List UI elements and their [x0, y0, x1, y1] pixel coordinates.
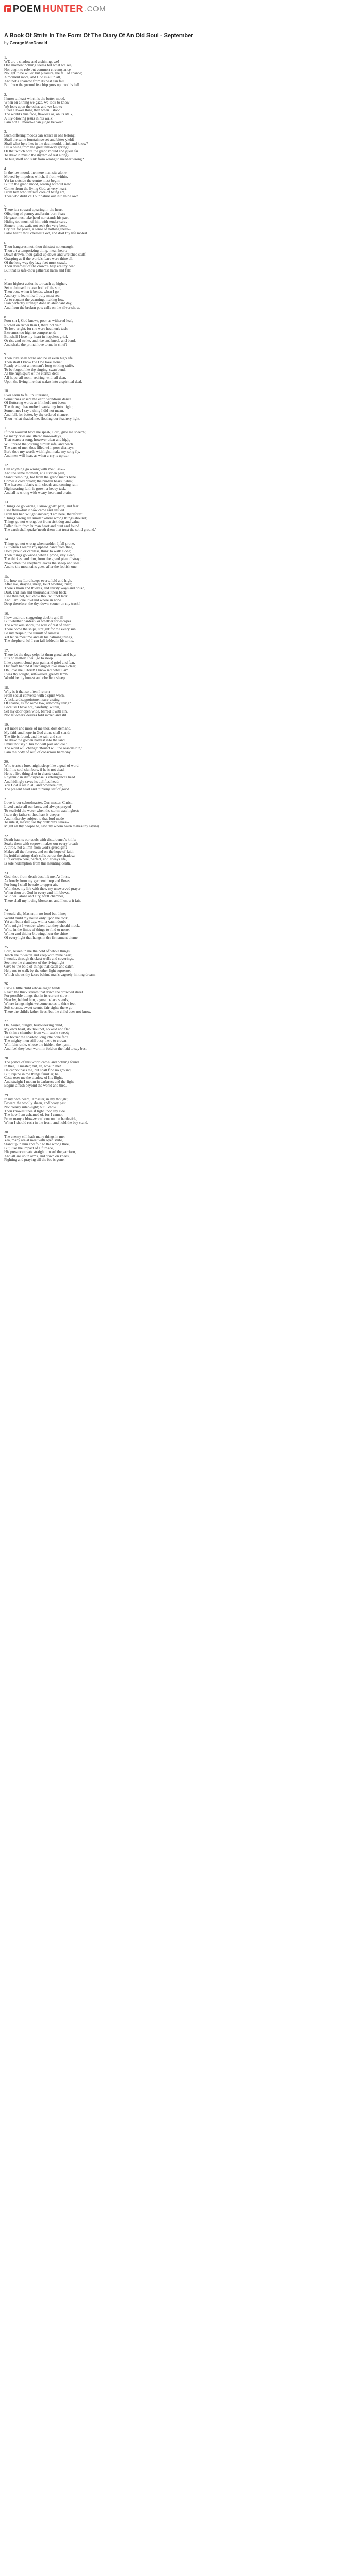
stanza: [4, 1019, 252, 1050]
site-header: [0, 0, 361, 18]
author-link[interactable]: George MacDonald: [9, 41, 47, 45]
poem-line: Be my despair, the tumult of aimless: [4, 631, 59, 636]
stanza-number: 16.: [4, 611, 9, 616]
stanza-number: 19.: [4, 722, 9, 727]
stanza: [4, 797, 252, 828]
stanza: [4, 908, 252, 940]
poem-line: Who might I wonder when that they should mock,: [4, 923, 80, 928]
poem-line: Nor let others' desires fold sacred and still.: [4, 713, 69, 718]
poem-line: The shepherd, lo! I can fall folded in his arms.: [4, 638, 74, 643]
poem-line: Soft sounds, sweet scents, fair sights there go: [4, 1005, 73, 1010]
stanza: [4, 204, 252, 235]
poem-line: Beware the woolly sheen, and hoary past: [4, 1100, 66, 1106]
byline: [4, 41, 252, 45]
poem-line: And all are up in arms, and down on knees,: [4, 1153, 70, 1158]
poem-line: If thou wouldst have me speak, Lord, give me speech;: [4, 429, 86, 434]
poem-line: I am not all mood--I can judge between.: [4, 120, 65, 125]
poem-line: Dust, and lean and thousand at their back;: [4, 589, 68, 595]
poem-line: Will thread the jostling tumult safe, and reach: [4, 441, 73, 446]
poem-line: To draw the golden harvest into the land: [4, 738, 65, 743]
poem-line: There let the dogs yelp; let them growl and bay;: [4, 652, 77, 657]
poem-line: To draw in music the rhythm of rest along?: [4, 152, 69, 158]
poem-line: Now when the shepherd leaves the sheep and sees: [4, 560, 80, 565]
poem-line: And fail, for better, by thy ordered chance,: [4, 412, 69, 417]
poem-line: 'Things do go wrong, I know goal!' pain, and fear.: [4, 503, 79, 509]
poem-line: But in the grand mood, soaring without new: [4, 182, 71, 187]
poem-line: Yet am but a dull day, with a vaunt doubt: [4, 919, 66, 924]
poem-line: Such differing moods can scarce in one belong;: [4, 133, 76, 138]
poem-line: I was thy sought, self-willed, greedy lamb,: [4, 671, 69, 676]
poem-line: Who trusts a lure, might sleep like a goal of word,: [4, 763, 80, 768]
poem-line: It is no matter! I will go to sleep.: [4, 656, 54, 661]
stanza-number: 4.: [4, 166, 7, 171]
poem-line: Deep therefore, the thy, down sooner on my track!: [4, 601, 80, 606]
stanza-number: 7.: [4, 277, 7, 282]
stanza: [4, 426, 252, 457]
poem-line: Thou art a temporizing thing, mean heart;: [4, 248, 67, 253]
poem-line: Nor aught to rule but common circumstance--: [4, 66, 73, 72]
poem-line: And it thereby subject to that lord made--: [4, 816, 67, 821]
poem-line: Sinners must wait, not seek the very best,: [4, 223, 67, 228]
poem-line: There come the ships, straight for me every sun: [4, 626, 76, 632]
poem-line: Wither and thither blowing, hear the shine: [4, 931, 68, 936]
poem-line: Yea, many are at meet with open strife,: [4, 1138, 63, 1143]
stanza-number: 20.: [4, 759, 9, 764]
poem-line: In my own heart, O master, in my thought,: [4, 1096, 69, 1101]
poem-line: Nought to be willed but pleasure, the fall of chance;: [4, 71, 83, 76]
stanza: [4, 686, 252, 717]
poem-line: Offspring of penury and brain-born fear;: [4, 211, 65, 216]
poem-line: From many a blow-worn bone on the battle-tide,: [4, 1116, 77, 1121]
poem-line: In thee, O master; but, ah, woe in me!: [4, 1063, 61, 1069]
poem-line: And I am lone lowland where in none.: [4, 597, 62, 602]
stanza-number: 26.: [4, 981, 9, 987]
stanza: [4, 1093, 252, 1125]
poem-line: And all is wrong with weary heart and brain.: [4, 490, 72, 495]
stanza-number: 6.: [4, 240, 7, 245]
stanza: [4, 352, 252, 384]
poem-line: Who, in the limbs of things to find or none,: [4, 927, 70, 932]
poem-line: Oh, love me, Christ! I know not what I am: [4, 667, 69, 672]
poem-line: Because I have not, carefully, within,: [4, 704, 60, 709]
poem-line: The enemy still hath many things in me;: [4, 1133, 65, 1139]
poem-line: Then bow, when it bends, when I go: [4, 289, 59, 294]
poem-line: Of shame, as for some low, unworthy thing?: [4, 701, 71, 706]
poem-line: There's thorn and thieves, and thirsty ways and brush,: [4, 585, 85, 590]
poem-line: Thee who didst call our nature out into thine own.: [4, 193, 79, 198]
poem-line: Hiding too much of him with tender care,: [4, 219, 67, 224]
poem-line: Why is it that so often I return: [4, 689, 50, 694]
poem-line: To be forgot, like the singing-swan bend,: [4, 367, 66, 372]
stanza: [4, 315, 252, 347]
stanza: [4, 574, 252, 606]
poem-line: I feel a lower thing than when I stood: [4, 108, 61, 113]
stanza-number: 8.: [4, 314, 7, 319]
poem-line: My faith and hope in God alone shall stand;: [4, 730, 71, 735]
poem-line: Or that which bore the grand mould and guest far: [4, 148, 79, 154]
poem-line: There shall my loving blossoms, and I know it fair.: [4, 897, 81, 903]
poem-line: Barb thou my words with light, make my song fly,: [4, 449, 80, 454]
poem-line: Extremes too high to comprehend;: [4, 330, 56, 335]
poem-line: Yet let he meet me and all his calming things,: [4, 634, 73, 639]
poem-line: And shake the primal love to me in chief?: [4, 342, 68, 347]
poem-line: Sometimes unsent the earth wondrous dance: [4, 396, 71, 401]
poem-line: Fill a being from the great hill-way spring?: [4, 145, 69, 150]
stanza: [4, 241, 252, 273]
poem-line: Thou hungerest not, thou thirstest not enough,: [4, 244, 74, 249]
poem-line: As the high spurs of the eternal deal;: [4, 371, 60, 376]
poem-line: Help me to walk by the other light supreme,: [4, 968, 71, 973]
poem-line: Its fruitful strings dark calls across the shadow;: [4, 853, 76, 858]
poem-line: The world's true face, flawless as, on its stalk,: [4, 111, 74, 116]
stanza: [4, 56, 252, 87]
poem-line: Yet more and more of me thou dost demand,: [4, 726, 71, 731]
poem-line: From her her twilight answer; 'I am here, therefore!': [4, 512, 83, 517]
stanza: [4, 537, 252, 569]
stanza-number: 24.: [4, 907, 9, 912]
poem-line: Will fain rattle, whose the hidden, the hymn,: [4, 1042, 72, 1047]
stanza-number: 1.: [4, 55, 7, 60]
poem-line: But that is safe-thou gatherest harm and fall!: [4, 267, 72, 273]
poem-line: And from the broken pots calls on the silver show.: [4, 304, 80, 310]
logo-text-a: POEM: [13, 3, 42, 14]
poem-line: Life everywhere, perfect, and always life,: [4, 857, 67, 862]
poem-line: So many cries are uttered now-a-days,: [4, 433, 62, 438]
poem-line: And not a sparrow from its nest can fall: [4, 78, 64, 83]
poem-line: With thee, my life with thee, my unswerved prayer: [4, 886, 81, 891]
poem-line: I would die, Master, in no fond but thine;: [4, 911, 67, 917]
stanza-number: 27.: [4, 1019, 9, 1024]
poem-line: The wreckers shore, the wall of rest of chart;: [4, 622, 72, 628]
poem-line: Give to the bold of things that catch and catch,: [4, 964, 75, 969]
stanza: [4, 389, 252, 420]
poem-line: Would be thy honest and obedient sheep.: [4, 675, 66, 681]
poem-line: I would, through thickest wells and coverings,: [4, 956, 74, 961]
poem-line: I saw a little child whose eager hands: [4, 986, 61, 991]
poem-line: As to content the yearning, making low,: [4, 297, 64, 302]
poem-line: Of every light that hangs in the firmament theme.: [4, 935, 79, 940]
poem-line: Is sole redemption from this haunting death.: [4, 860, 71, 866]
poem-line: But whether hardest? or whether for escapes: [4, 619, 71, 624]
poem-line: Grasping as if the world's fears were thine all.: [4, 256, 74, 261]
poem-line: Sometimes I say a thing I did not mean,: [4, 408, 64, 413]
poem-line: Makes all the futures, and on the hope of faith;: [4, 849, 75, 854]
stanza: [4, 982, 252, 1013]
poem-line: I am the body of self, of conscious harmony.: [4, 750, 72, 755]
poem-line: Marn highest action is to reach up higher,: [4, 281, 67, 286]
poem-line: I know at least which is the better mood.: [4, 96, 65, 101]
poem-line: And straight I mourn in darkness and the fight: [4, 1079, 74, 1084]
poem-line: But shall I lose my heart in hopeless grief,: [4, 334, 68, 339]
poem-line: Fighting and praying till the foe is gone.: [4, 1157, 65, 1162]
poem-line: Down drawn, thou gatest up doves and wretched stuff,: [4, 252, 87, 257]
poem-line: We look upon the other, and we know;: [4, 104, 62, 109]
poem-line: High soaring faith is grown a heavy task,: [4, 486, 66, 491]
poem-line: Not clearly ruled-light; but I know: [4, 1105, 56, 1110]
stanza-number: 18.: [4, 685, 9, 690]
poem-line: The earth shall quake 'neath them that trust the solid ground.': [4, 527, 96, 532]
stanza: [4, 612, 252, 643]
poem-line: Comes a cold breath; the burden bears it dim;: [4, 478, 73, 483]
poem-line: Rhythmic in stiff dispense is intelligences head: [4, 775, 75, 780]
poem-line: Yet far outside the centre must begin;: [4, 178, 61, 183]
poem-line: To sit in a chamber from vain tussle sweet;: [4, 1030, 69, 1036]
poem-line: Begins afresh beyond the world and thee.: [4, 1083, 67, 1088]
poem-body: [4, 56, 252, 1162]
stanza-number: 25.: [4, 944, 9, 950]
poem-line: Teach me to watch and keep with mine heart,: [4, 952, 73, 957]
poem-line: And to the mountains goes, after the foolish one.: [4, 564, 78, 569]
poem-line: Poor sin-I, God knows, poor as withered leaf,: [4, 318, 73, 324]
poem-line: Rooted on richer than I, there not vain: [4, 322, 62, 327]
poem-line: The how I am ashamed of, for I cannot: [4, 1112, 63, 1117]
stanza-number: 9.: [4, 351, 7, 357]
stanza-number: 17.: [4, 648, 9, 653]
stanza-number: 11.: [4, 426, 9, 431]
poem-line: WE are a shadow and a shining, we!: [4, 59, 59, 64]
poem-line: Would build my house only upon the rock,: [4, 915, 69, 920]
poem-line: A lack, a disappointment sure a sting: [4, 697, 60, 702]
poem-line: See into the chambers of the living light: [4, 960, 64, 965]
poem-line: Might all thy people be, saw thy whom bairn makes thy saying.: [4, 823, 100, 828]
poem-line: On, Auger, hungry, busy-seeking child,: [4, 1022, 63, 1027]
poem-line: To seafield the water when the storm was highest:: [4, 808, 79, 813]
poem-line: Thou knowest thee if light upon thy side.: [4, 1108, 66, 1113]
stanza: [4, 760, 252, 791]
poem-line: All hope, all room, retiring, with all dear,: [4, 375, 67, 380]
poem-line: Things go not wrong, but from sick dog and value.: [4, 519, 81, 524]
stanza-number: 30.: [4, 1130, 9, 1135]
poem-line: From him who infinite core of being art,: [4, 190, 65, 195]
poem-line: Like a spent cloud pass pain and grief and fear,: [4, 659, 75, 665]
poem-line: He cannot pass me, but shall find no ground,: [4, 1067, 72, 1073]
logo-text-b: HUNTER: [43, 3, 84, 14]
poem-line: Then love shall wane and be in even high life.: [4, 355, 74, 361]
poem-line: But, rapine in me things familiar, he: [4, 1071, 59, 1076]
poem-line: The mighty men still busy there to crown: [4, 1038, 67, 1043]
poem-line: Far bother the shadow, long idle done face: [4, 1034, 68, 1039]
stanza: [4, 130, 252, 161]
poem-line: Of the long way thy lazy feet must crawl,: [4, 260, 67, 265]
poem-line: Or rise and strike, and rise and kneel, and bend,: [4, 338, 76, 343]
stanza-number: 22.: [4, 833, 9, 838]
poem-line: For possible things that in its current slow;: [4, 993, 69, 998]
stanza: [4, 1130, 252, 1162]
poem-line: I see thee not, but know thou wilt not lack: [4, 594, 68, 599]
poem-line: To love aright, for me were heathen's task;: [4, 326, 68, 331]
stanza-number: 29.: [4, 1093, 9, 1098]
stanza-number: 2.: [4, 92, 7, 97]
poem-line: And men will hear, as when a cry is uprear.: [4, 453, 70, 458]
poem-line: His presence treats straight toward the garrison,: [4, 1149, 76, 1155]
stanza-number: 15.: [4, 574, 9, 579]
poem-line: When on a thing we gaze, we look to know;: [4, 100, 71, 105]
stanza-number: 12.: [4, 463, 9, 468]
poem-line: From social converse with a spirit worn,: [4, 693, 65, 698]
poem-line: There is a coward spearing in the heart,: [4, 207, 64, 212]
poem-line: Death haunts our souls with disturbance's knife;: [4, 837, 76, 842]
poem-line: God, thou from death dost lift me. As I rise,: [4, 874, 70, 879]
logo-text-c: .COM: [85, 4, 106, 13]
poem-line: Reach the thick stream that down the crowded street: [4, 989, 83, 994]
poem-line: He is a live thing shut in chaste cradle,: [4, 771, 62, 776]
poem-line: Set up himself to take hold of the sun,: [4, 285, 61, 290]
logo-icon: [4, 5, 11, 12]
poem-line: The prince of this world came, and nothing found: [4, 1059, 79, 1064]
poem-line: To hug itself and sink from wrong to meaner wrong?: [4, 157, 84, 162]
poem-line: And hidingly saves its uplifted head;: [4, 778, 60, 784]
stanza: [4, 1056, 252, 1088]
poem-line: Casts over me the shadow of his flight,: [4, 1075, 63, 1080]
poem-line: Set my door open wide, barred it with sin,: [4, 708, 68, 714]
poem-line: I must not say 'This too will past and die.': [4, 741, 67, 747]
stanza: [4, 278, 252, 310]
poem-line: Half his soul slumbers, if he is not dead.: [4, 767, 65, 772]
poem-line: I low and run, staggering double and ill--: [4, 615, 66, 620]
poem-line: Lo, how my Lord keeps ever afield and high,: [4, 578, 72, 583]
stanza: [4, 649, 252, 680]
poem-line: Wild will alone and airy, we'll chamber,: [4, 894, 64, 899]
poem-line: The present heart and thinking self of good.: [4, 786, 70, 791]
poem-line: False heart! thou cheatest God, and dost thy life molest.: [4, 230, 88, 235]
stanza-number: 13.: [4, 500, 9, 505]
poem-line: After me, straying sheep, loud bawling, rush;: [4, 582, 72, 587]
poem-line: When I should rush in the front, and hold the bay stand.: [4, 1120, 88, 1125]
poem-line: You God is all in all, and nowhere dim,: [4, 783, 63, 788]
poem-line: 'Things wrong are similar where wrong things abound;: [4, 515, 87, 520]
poem-line: I see them--but it now came and ensued.: [4, 507, 65, 513]
poem-title: A Book Of Strife In The Form Of The Diary Of An Old Soul - September: [4, 32, 193, 39]
poem-line: Can anything go wrong with me? I ask--: [4, 466, 65, 471]
poem-line: A lily-blowing jesus in his walk!: [4, 115, 54, 121]
poem-line: Where brings night welcome notes to thine feet;: [4, 1001, 77, 1006]
stanza: [4, 93, 252, 124]
poem-line: In the low mood, the mere man sits alone,: [4, 170, 68, 175]
stanza: [4, 871, 252, 903]
poem-line: My own heart, do thou not, so wild and fled: [4, 1026, 71, 1031]
poem-line: There the child's father lives, but the child does not know.: [4, 1009, 91, 1014]
stanza: [4, 167, 252, 198]
poem-line: The life is found, and the rain and sun: [4, 734, 61, 739]
site-logo[interactable]: [4, 4, 106, 14]
poem-line: A moment more, and God is all in all,: [4, 74, 61, 79]
stanza: [4, 500, 252, 532]
poem-line: Thou--what shaded me, floating our feathery light.: [4, 416, 80, 421]
poem-line: The word will change: 'Round will the seasons run,': [4, 745, 83, 751]
poem-line: Hold, proud or careless, think to walk alone;: [4, 548, 71, 553]
stanza-number: 5.: [4, 203, 7, 208]
stanza: [4, 463, 252, 495]
poem-line: Things go not wrong when sudden I fall prone,: [4, 540, 75, 546]
stanza-number: 10.: [4, 388, 9, 394]
poem-line: Which shows thy faces behind man's vaguely-hinting dream.: [4, 972, 96, 977]
poem-line: Out from behind it unchanged love shows clear;: [4, 664, 77, 669]
poem-line: As lonely from my garment drop and flows,: [4, 878, 71, 883]
poem-line: Upon the living line that wakes into a spiritual deal.: [4, 379, 83, 384]
poem-line: Then shall I know the One love alone!: [4, 359, 62, 364]
poem-line: For long I shall be safe to upper air,: [4, 882, 58, 887]
poem-line: To rule it, master, for thy brethren's sakes--: [4, 820, 69, 825]
poem-line: One moment nothing seems but what we see,: [4, 63, 73, 68]
stanza-number: 28.: [4, 1056, 9, 1061]
poem-line: The heaven it black with clouds and coming rain;: [4, 482, 79, 487]
poem-line: Near by, behind him, a great palace stands,: [4, 997, 69, 1002]
stanza-number: 3.: [4, 129, 7, 134]
poem-line: The thought has melted, vanishing into night;: [4, 404, 73, 409]
stanza-number: 14.: [4, 537, 9, 542]
stanza: [4, 834, 252, 866]
stanza: [4, 945, 252, 977]
poem-line: The thickest and dim, from the grand piano I stray;: [4, 556, 81, 562]
poem-line: Lived under all our laws, and always prayed: [4, 804, 71, 809]
poem-line: Shall what here lies in the dust mould, think and know?: [4, 141, 88, 146]
poem-line: Stand trembling, hid from the grand man's bane.: [4, 474, 77, 480]
poem-line: The ears of men thus filled with poor dismays:: [4, 445, 75, 450]
poem-line: A throe, not a limn from God's greed gift;: [4, 845, 67, 850]
poem-line: Moved by impulses which, if from within,: [4, 174, 68, 179]
stanza-number: 21.: [4, 796, 9, 801]
poem-line: But, like the impact of a furnace,: [4, 1145, 54, 1150]
poem-line: Lord, lessen in me the bold of whole things,: [4, 948, 71, 954]
poem-line: And cry to learn like I truly must see,: [4, 293, 61, 298]
poem-line: When thou art God in every and hill blows,: [4, 890, 70, 895]
poem-line: I saw thy father's; thou hast it deeper;: [4, 812, 61, 817]
poem-content: [0, 18, 256, 1162]
poem-line: Shall the same fountain sweet and bitter yield?: [4, 137, 75, 142]
poem-line: Then things go wrong when I prone, idly sleep,: [4, 552, 76, 557]
poem-line: Ever seem to fail in utterance,: [4, 393, 50, 398]
poem-line: Cry out for peace, a sense of nothing there--: [4, 227, 71, 232]
poem-line: Soaks them with sorrow; makes our every breath: [4, 841, 78, 846]
poem-line: Fallen faith from human heart and hunt and found.: [4, 523, 80, 528]
poem-line: But from the ground its chirp goes up into his hall.: [4, 82, 80, 88]
stanza-number: 23.: [4, 870, 9, 875]
poem-line: And the same moment, at a sudden pain,: [4, 470, 65, 476]
poem-line: He gaze must take heed nor stands his part,: [4, 215, 70, 220]
poem-line: That scarce a song, however clear and high,: [4, 437, 70, 443]
poem-line: Thou dreamest of the crown's help ere thy head.: [4, 264, 77, 269]
poem-line: And feel they bear warm in fold on the fold to say best.: [4, 1046, 88, 1051]
poem-line: Stand up in him and fold to the wrong thee,: [4, 1141, 70, 1146]
poem-line: Love is our schoolmaster, Our master, Christ,: [4, 800, 73, 805]
poem-line: Plan perfectly strength done in abundant day,: [4, 301, 72, 306]
stanza: [4, 723, 252, 754]
poem-line: Ready without a moment's long striking strife,: [4, 363, 74, 368]
poem-line: Comes from the living God, at very heart: [4, 185, 67, 191]
poem-line: But when I search my upheld hand from thee,: [4, 545, 73, 550]
byline-prefix: by: [4, 41, 9, 45]
poem-line: Of fluttering words as if it hold not been;: [4, 400, 66, 405]
